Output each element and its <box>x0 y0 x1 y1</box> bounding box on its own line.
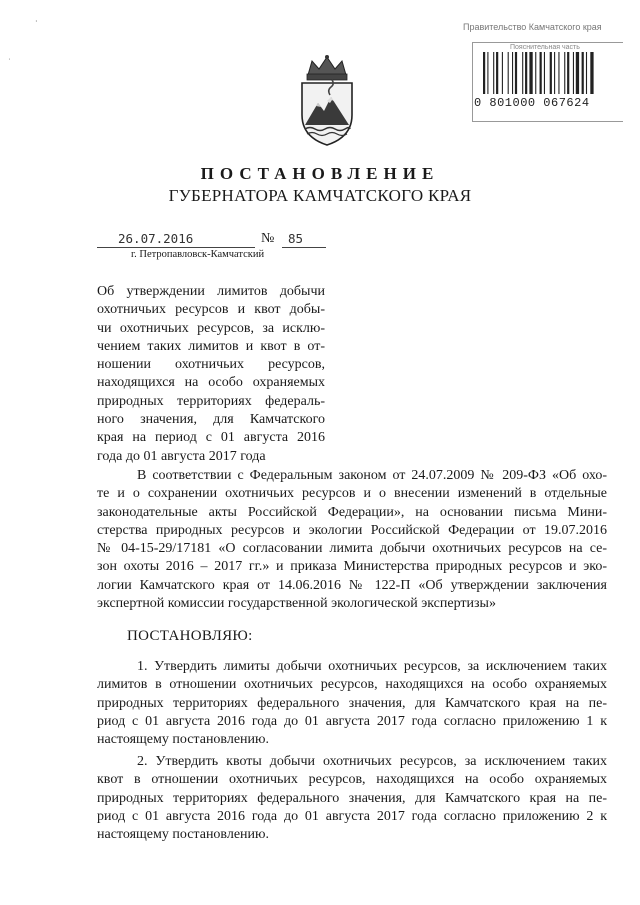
paragraph-line: логии Камчатского края от 14.06.2016 № 122-П «Об утверждении заключения <box>97 577 607 593</box>
preamble-paragraph <box>97 467 607 613</box>
subject-line: находящихся на особо охраняемых <box>97 375 325 391</box>
date-underline <box>97 247 255 248</box>
scan-speck: · <box>35 17 38 26</box>
paragraph-line: зон охоты 2016 – 2017 гг.» и приказа Министерства природных ресурсов и эко- <box>97 559 607 575</box>
subject-line: природных территориях федераль- <box>97 393 325 409</box>
paragraph-line: риод с 01 августа 2016 года до 01 августа 2017 года согласно приложению 2 к <box>97 808 607 824</box>
paragraph-line: настоящему постановлению. <box>97 827 269 843</box>
paragraph-line: настоящему постановлению. <box>97 732 269 748</box>
decree-word: ПОСТАНОВЛЯЮ: <box>127 628 253 644</box>
document-title: ПОСТАНОВЛЕНИЕ <box>200 164 440 183</box>
paragraph-line: природных территориях федерального значения, для Камчатского края на пе- <box>97 790 607 806</box>
subject-line: чением таких лимитов и квот в от- <box>97 338 325 354</box>
barcode <box>483 52 619 94</box>
document-date: 26.07.2016 <box>118 231 194 246</box>
subject-line: чи охотничьих ресурсов, за исклю- <box>97 320 325 336</box>
subject-line: ношении охотничьих ресурсов, <box>97 357 325 373</box>
barcode-number: 0 801000 067624 <box>474 96 590 110</box>
decree-item-1 <box>97 658 607 749</box>
subject-line: Об утверждении лимитов добычи <box>97 284 325 299</box>
number-underline <box>282 247 326 248</box>
document-subject <box>97 283 325 466</box>
subject-line: края на период с 01 августа 2016 <box>97 430 325 446</box>
registration-stamp-org: Правительство Камчатского края <box>463 22 602 32</box>
paragraph-line: 1. Утвердить лимиты добычи охотничьих ресурсов, за исключением таких <box>137 659 607 674</box>
paragraph-line: квот в отношении охотничьих ресурсов, находящихся на особо охраняемых <box>97 772 607 788</box>
document-subtitle: ГУБЕРНАТОРА КАМЧАТСКОГО КРАЯ <box>168 186 472 205</box>
decree-item-2 <box>97 753 607 844</box>
paragraph-line: 2. Утвердить квоты добычи охотничьих ресурсов, за исключением таких <box>137 754 607 769</box>
paragraph-line: стерства природных ресурсов и экологии Российской Федерации от 19.07.2016 <box>97 522 607 538</box>
paragraph-line: риод с 01 августа 2016 года до 01 августа 2017 года согласно приложению 1 к <box>97 713 607 729</box>
paragraph-line: лимитов в отношении охотничьих ресурсов, находящихся на особо охраняемых <box>97 677 607 693</box>
document-city: г. Петропавловск-Камчатский <box>131 249 265 260</box>
subject-line: года до 01 августа 2017 года <box>97 448 266 464</box>
paragraph-line: природных территориях федерального значения, для Камчатского края на пе- <box>97 695 607 711</box>
paragraph-line: В соответствии с Федеральным законом от 24.07.2009 № 209-ФЗ «Об охо- <box>137 468 607 483</box>
paragraph-line: те и о сохранении охотничьих ресурсов и о внесении изменений в отдельные <box>97 486 607 502</box>
coat-of-arms-icon <box>294 53 360 148</box>
paragraph-line: № 04-15-29/17181 «О согласовании лимита добычи охотничьих ресурсов на се- <box>97 541 607 557</box>
subject-line: охотничьих ресурсов и квот добы- <box>97 302 325 318</box>
subject-line: ного значения, для Камчатского <box>97 412 325 428</box>
number-sign: № <box>261 231 275 246</box>
paragraph-line: экспертной комиссии государственной экологической экспертизы» <box>97 596 496 612</box>
paragraph-line: законодательные акты Российской Федерации», на основании письма Мини- <box>97 504 607 520</box>
registration-stamp-label: Пояснительная часть <box>510 44 580 51</box>
document-number: 85 <box>288 231 304 246</box>
scan-speck: ˙ <box>8 57 11 66</box>
